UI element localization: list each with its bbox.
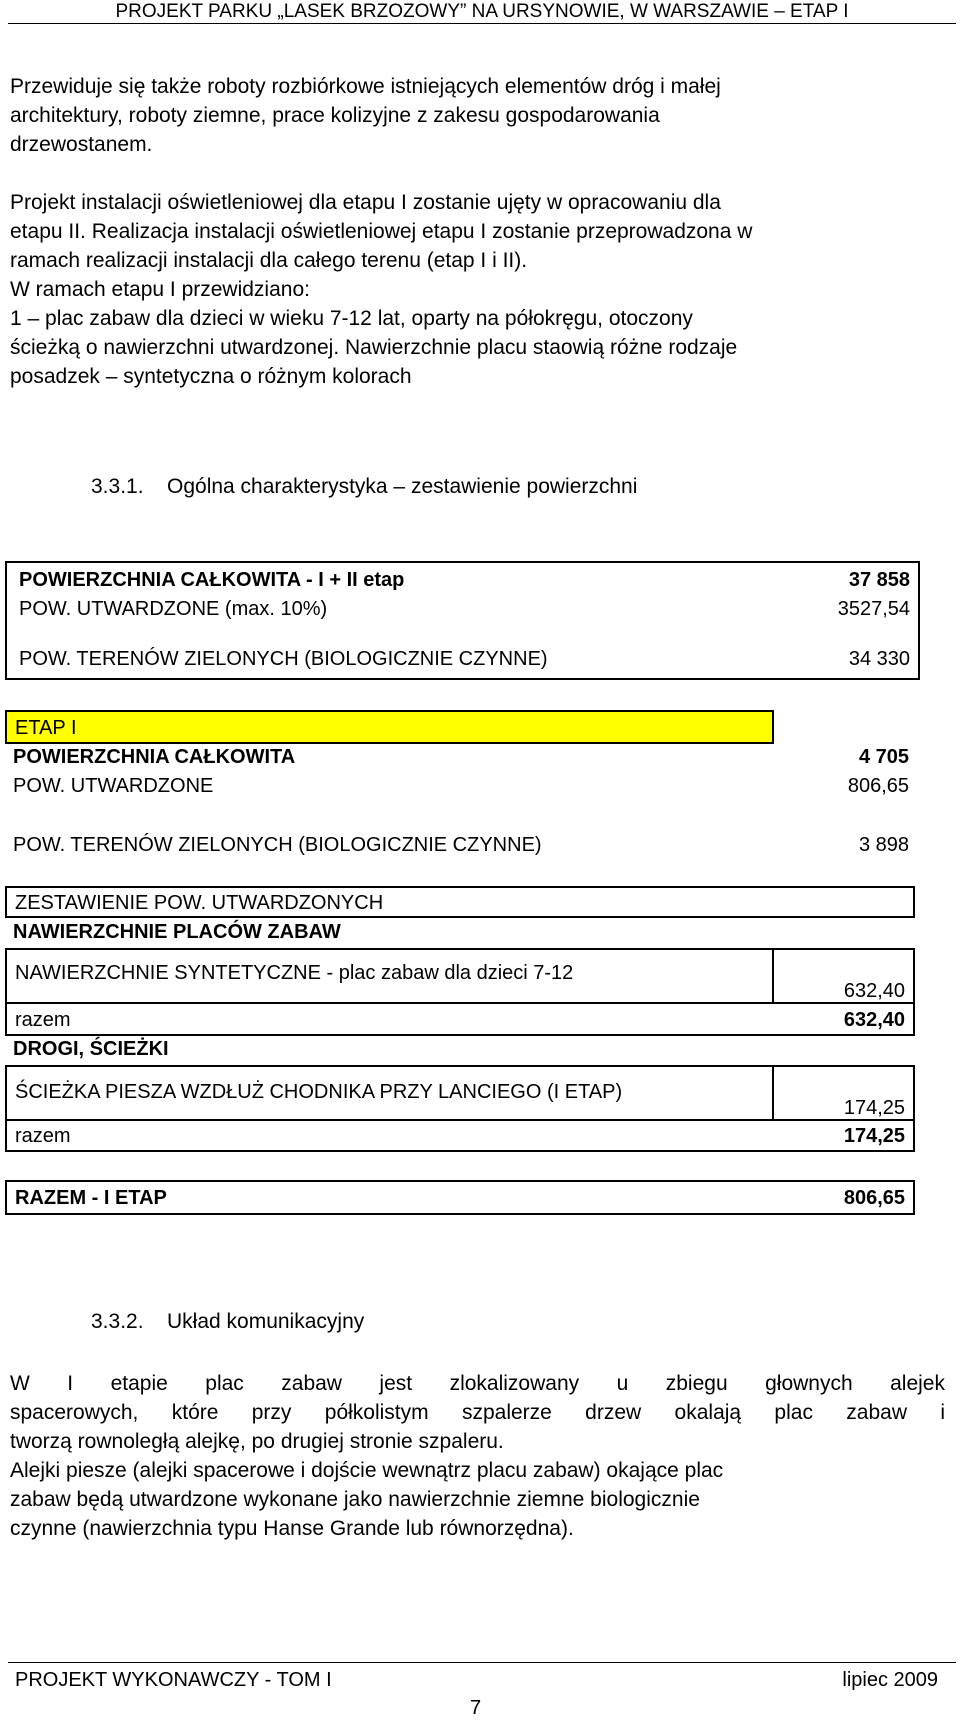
intro-text (10, 72, 945, 391)
section-heading-3-3-1 (91, 472, 637, 501)
row-label: POW. UTWARDZONE (max. 10%) (19, 598, 328, 620)
section-number: 3.3.2. (91, 1310, 144, 1333)
row-value: 3527,54 (837, 598, 910, 620)
text-line: tworzą rownoległą alejkę, po drugiej stronie szpaleru. (10, 1430, 504, 1453)
grand-total-value: 806,65 (843, 1187, 905, 1209)
cell-divider (772, 950, 774, 1002)
footer-rule (8, 1662, 956, 1663)
text-line: W ramach etapu I przewidziano: (10, 278, 310, 301)
row-value: 37 858 (848, 569, 910, 591)
item-label: NAWIERZCHNIE SYNTETYCZNE - plac zabaw dla dzieci 7-12 (15, 962, 574, 984)
grand-total-label: RAZEM - I ETAP (15, 1187, 167, 1209)
text-line: W I etapie plac zabaw jest zlokalizowany u zbiegu głownych alejek (10, 1372, 945, 1395)
row-label: POW. TERENÓW ZIELONYCH (BIOLOGICZNIE CZYNNE) (13, 834, 542, 856)
header-rule (8, 23, 956, 24)
row-label: POWIERZCHNIA CAŁKOWITA - I + II etap (19, 569, 405, 591)
item-value: 174,25 (843, 1097, 905, 1119)
total-label: razem (15, 1009, 71, 1031)
section-heading-3-3-2 (91, 1307, 364, 1336)
group1-table (5, 948, 915, 1036)
group2-table (5, 1065, 915, 1152)
text-line: Projekt instalacji oświetleniowej dla etapu I zostanie ujęty w opracowaniu dla (10, 191, 721, 214)
text-line: spacerowych, które przy półkolistym szpalerze drzew okalają plac zabaw i (10, 1401, 945, 1424)
text-line: architektury, roboty ziemne, prace kolizyjne z zakesu gospodarowania (10, 104, 660, 127)
row-value: 806,65 (847, 775, 909, 797)
etap-highlight (5, 710, 774, 744)
text-line: ramach realizacji instalacji dla całego terenu (etap I i II). (10, 249, 528, 272)
text-line: etapu II. Realizacja instalacji oświetleniowej etapu I zostanie przeprowadzona w (10, 220, 753, 243)
text-line: posadzek – syntetyczna o różnym kolorach (10, 365, 412, 388)
row-value: 4 705 (858, 746, 909, 768)
row-label: POW. UTWARDZONE (13, 775, 214, 797)
etap-label: ETAP I (15, 717, 77, 739)
text-line: ścieżką o nawierzchni utwardzonej. Nawierzchnie placu staowią różne rodzaje (10, 336, 738, 359)
page-header: PROJEKT PARKU „LASEK BRZOZOWY” NA URSYNOWIE, W WARSZAWIE – ETAP I (115, 1, 849, 22)
group-heading: DROGI, ŚCIEŻKI (13, 1038, 169, 1060)
text-line: Alejki piesze (alejki spacerowe i dojście wewnątrz placu zabaw) okające plac (10, 1459, 724, 1482)
row-divider (7, 1119, 913, 1121)
text-line: 1 – plac zabaw dla dzieci w wieku 7-12 lat, oparty na półokręgu, otoczony (10, 307, 693, 330)
grand-total-box (5, 1180, 915, 1215)
item-label: ŚCIEŻKA PIESZA WZDŁUŻ CHODNIKA PRZY LANCIEGO (I ETAP) (15, 1081, 623, 1103)
section-title: Układ komunikacyjny (167, 1310, 365, 1333)
item-value: 632,40 (843, 980, 905, 1002)
text-line: czynne (nawierzchnia typu Hanse Grande lub równorzędna). (10, 1517, 574, 1540)
table-total-area (5, 561, 920, 680)
group-heading: NAWIERZCHNIE PLACÓW ZABAW (13, 921, 341, 943)
total-label: razem (15, 1125, 71, 1147)
cell-divider (772, 1067, 774, 1119)
page-number: 7 (470, 1697, 482, 1719)
total-value: 632,40 (843, 1009, 905, 1031)
row-label: POW. TERENÓW ZIELONYCH (BIOLOGICZNIE CZYNNE) (19, 648, 548, 670)
row-divider (7, 1002, 913, 1004)
row-value: 34 330 (848, 648, 910, 670)
footer-date: lipiec 2009 (842, 1669, 938, 1691)
outro-text (10, 1369, 945, 1543)
text-line: Przewiduje się także roboty rozbiórkowe istniejących elementów dróg i małej (10, 75, 721, 98)
text-line: drzewostanem. (10, 133, 153, 156)
footer-project: PROJEKT WYKONAWCZY - TOM I (15, 1669, 332, 1691)
section-number: 3.3.1. (91, 475, 144, 498)
summary-title: ZESTAWIENIE POW. UTWARDZONYCH (15, 892, 384, 914)
summary-title-box (5, 886, 915, 918)
total-value: 174,25 (843, 1125, 905, 1147)
row-value: 3 898 (858, 834, 909, 856)
text-line: zabaw będą utwardzone wykonane jako nawierzchnie ziemne biologicznie (10, 1488, 700, 1511)
section-title: Ogólna charakterystyka – zestawienie powierzchni (167, 475, 638, 498)
row-label: POWIERZCHNIA CAŁKOWITA (13, 746, 296, 768)
